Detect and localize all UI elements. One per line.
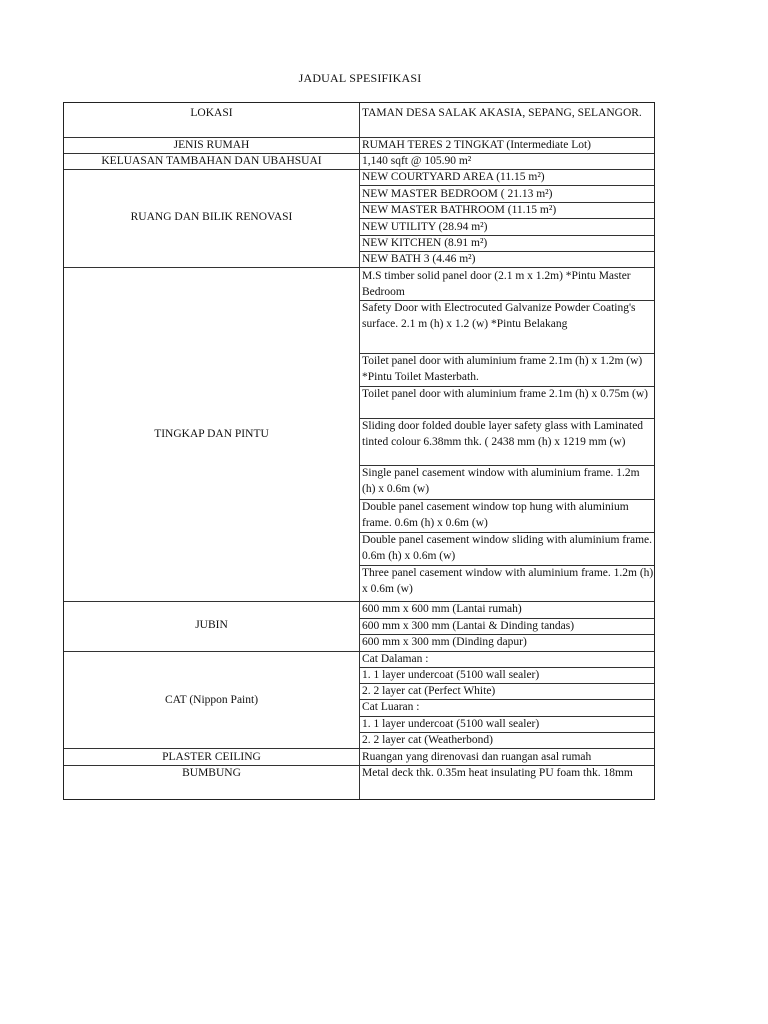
value-paint: 1. 1 layer undercoat (5100 wall sealer) <box>362 718 540 730</box>
specification-table <box>63 102 655 800</box>
value-keluasan: 1,140 sqft @ 105.90 m² <box>362 155 472 167</box>
value-renovation-room: NEW UTILITY (28.94 m²) <box>362 221 488 233</box>
value-door-window: M.S timber solid panel door (2.1 m x 1.2m) *Pintu Master Bedroom <box>362 270 631 298</box>
value-door-window: Sliding door folded double layer safety glass with Laminated tinted colour 6.38mm thk. ( 2438 mm (h) x 1219 mm (w) <box>362 420 644 448</box>
value-lokasi: TAMAN DESA SALAK AKASIA, SEPANG, SELANGOR. <box>362 107 642 119</box>
document-title: JADUAL SPESIFIKASI <box>298 71 422 85</box>
value-door-window: Toilet panel door with aluminium frame 2.1m (h) x 1.2m (w) *Pintu Toilet Masterbath. <box>362 355 643 383</box>
column-divider <box>359 103 360 799</box>
label-plaster-ceiling: PLASTER CEILING <box>162 751 261 763</box>
label-ruang-bilik: RUANG DAN BILIK RENOVASI <box>130 211 293 223</box>
value-renovation-room: NEW KITCHEN (8.91 m²) <box>362 237 488 249</box>
value-jenis-rumah: RUMAH TERES 2 TINGKAT (Intermediate Lot) <box>362 139 592 151</box>
value-plaster-ceiling: Ruangan yang direnovasi dan ruangan asal rumah <box>362 751 592 763</box>
value-renovation-room: NEW BATH 3 (4.46 m²) <box>362 253 476 265</box>
label-bumbung: BUMBUNG <box>182 767 241 779</box>
value-door-window: Double panel casement window sliding with aluminium frame. 0.6m (h) x 0.6m (w) <box>362 534 652 562</box>
value-paint: Cat Luaran : <box>362 701 420 713</box>
value-renovation-room: NEW COURTYARD AREA (11.15 m²) <box>362 171 545 183</box>
label-jenis-rumah: JENIS RUMAH <box>173 139 250 151</box>
value-paint: 1. 1 layer undercoat (5100 wall sealer) <box>362 669 540 681</box>
value-paint: 2. 2 layer cat (Weatherbond) <box>362 734 493 746</box>
value-bumbung: Metal deck thk. 0.35m heat insulating PU foam thk. 18mm <box>362 767 633 779</box>
value-tile: 600 mm x 600 mm (Lantai rumah) <box>362 603 522 615</box>
label-jubin: JUBIN <box>195 619 228 631</box>
value-tile: 600 mm x 300 mm (Lantai & Dinding tandas) <box>362 620 575 632</box>
label-lokasi: LOKASI <box>190 107 233 119</box>
value-renovation-room: NEW MASTER BATHROOM (11.15 m²) <box>362 204 557 216</box>
value-paint: Cat Dalaman : <box>362 653 429 665</box>
value-renovation-room: NEW MASTER BEDROOM ( 21.13 m²) <box>362 188 553 200</box>
value-door-window: Three panel casement window with aluminium frame. 1.2m (h) x 0.6m (w) <box>362 567 654 595</box>
label-keluasan: KELUASAN TAMBAHAN DAN UBAHSUAI <box>101 155 322 167</box>
value-door-window: Toilet panel door with aluminium frame 2.1m (h) x 0.75m (w) <box>362 388 648 400</box>
label-tingkap-pintu: TINGKAP DAN PINTU <box>154 428 269 440</box>
value-door-window: Single panel casement window with aluminium frame. 1.2m (h) x 0.6m (w) <box>362 467 640 495</box>
value-door-window: Safety Door with Electrocuted Galvanize Powder Coating's surface. 2.1 m (h) x 1.2 (w) *Pintu Belakang <box>362 302 636 330</box>
value-paint: 2. 2 layer cat (Perfect White) <box>362 685 496 697</box>
value-tile: 600 mm x 300 mm (Dinding dapur) <box>362 636 527 648</box>
value-door-window: Double panel casement window top hung with aluminium frame. 0.6m (h) x 0.6m (w) <box>362 501 629 529</box>
label-cat: CAT (Nippon Paint) <box>164 694 259 706</box>
